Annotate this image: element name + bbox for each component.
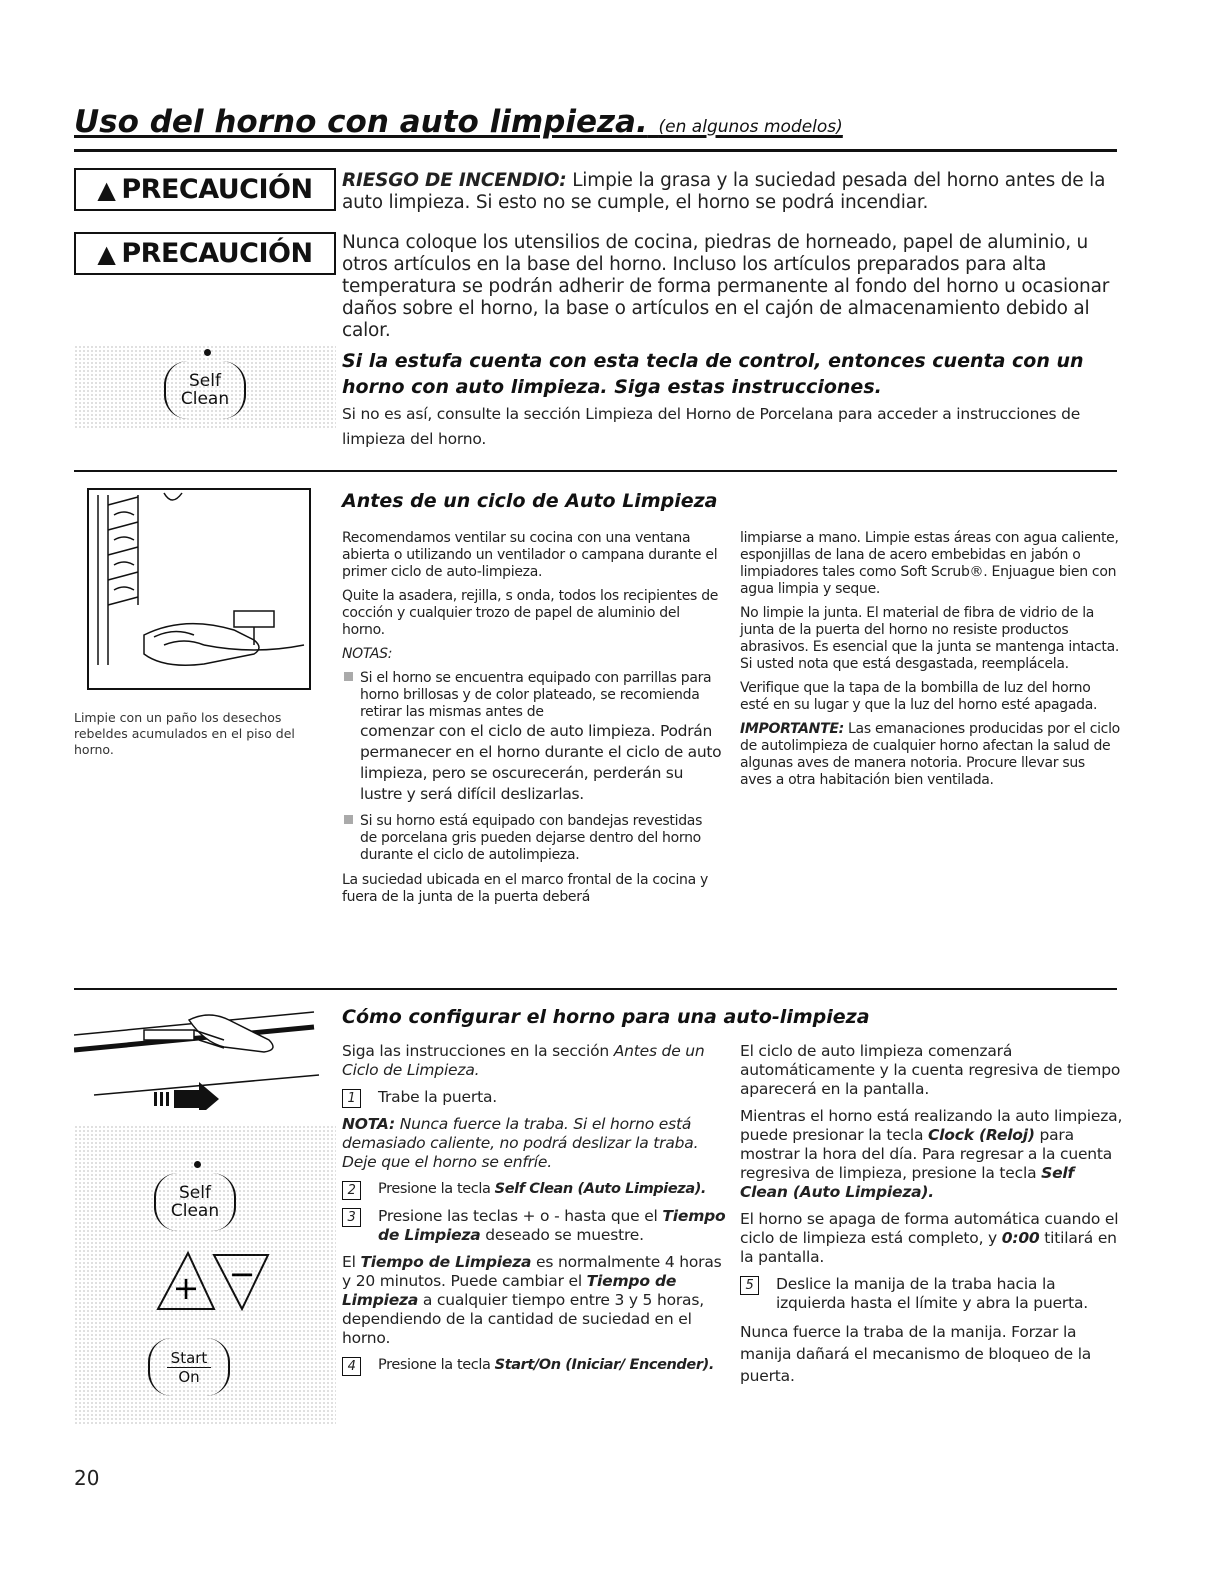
follow-section-ref: Antes de un Ciclo de Limpieza. [342,1042,705,1079]
caution-text-2: Nunca coloque los utensilios de cocina, piedras de horneado, papel de aluminio, u otros artículos en la base del horno. Incluso los artículos preparados para alta temperatura se podrán adherir de forma permanente al fondo del horno u ocasionar daños sobre el horno, la base o artículos en el cajón de almacenamiento debido al calor. [342,232,1110,341]
clean-time-text-c: a cualquier tiempo entre 3 y 5 horas, dependiendo de la cantidad de suciedad en el horno. [342,1291,704,1347]
auto-off-text-a: El horno se apaga de forma automática cuando el ciclo de limpieza está completo, y [740,1210,1119,1247]
plus-key-label: + [172,1269,200,1307]
nota-text: Nunca fuerce la traba. Si el horno está demasiado caliente, no podrá deslizar la traba. Deje que el horno se enfríe. [342,1115,699,1171]
key-label-clean: Clean [170,1201,220,1221]
caution-label-2: PRECAUCIÓN [121,238,313,269]
important-label: IMPORTANTE: [740,721,844,737]
light-cover-paragraph: Verifique que la tapa de la bombilla de luz del horno esté en su lugar y que la luz del horno esté apagada. [740,680,1098,713]
note-1-text-a: Si el horno se encuentra equipado con parrillas para horno brillosas y de color plateado, se recomienda retirar las mismas antes de [360,670,712,720]
caution-text-1 [342,170,1120,214]
section-divider-1 [74,470,1117,472]
section2-heading: Cómo configurar el horno para una auto-limpieza [342,1006,870,1028]
note-1-text-b: comenzar con el ciclo de auto limpieza. Podrán permanecer en el horno durante el ciclo de auto limpieza, pero se oscurecerán, perderán su lustre y será difícil deslizarlas. [360,722,722,803]
key-label-on: On [178,1367,200,1386]
step-5-number: 5 [740,1276,759,1295]
section1-column-2 [740,530,1120,796]
caution-label-1: PRECAUCIÓN [121,174,313,205]
note-bullet-2 [342,813,722,864]
plus-minus-keys [148,1247,278,1317]
section2-column-2 [740,1042,1125,1395]
section1-column-1 [342,530,722,913]
ventilation-paragraph: Recomendamos ventilar su cocina con una ventana abierta o utilizando un ventilador o campana durante el primer ciclo de auto-limpieza. [342,530,718,580]
step-2-key-name: Self Clean (Auto Limpieza). [494,1181,707,1197]
oven-wipe-illustration [84,485,314,695]
step-4-text: Presione la tecla [378,1357,495,1373]
step-4 [342,1356,727,1375]
step-2 [342,1180,727,1199]
self-clean-key [154,1173,236,1231]
indicator-dot-icon [204,349,211,356]
self-clean-key-icon [164,361,246,419]
step-1-number: 1 [342,1089,361,1108]
note-bullet-1 [342,670,722,805]
section-divider-2 [74,988,1117,990]
section1-heading: Antes de un ciclo de Auto Limpieza [342,490,718,512]
clean-time-text-b: es normalmente 4 horas y 20 minutos. Puede cambiar el [342,1253,722,1290]
start-on-key [148,1338,230,1396]
important-paragraph [740,721,1120,789]
follow-instructions-paragraph [342,1042,727,1080]
indicator-dot-icon [194,1161,201,1168]
fire-risk-label: RIESGO DE INCENDIO: [342,170,567,191]
key-label-self: Self [189,371,221,391]
step-1 [342,1088,727,1107]
clock-text-a: Mientras el horno está realizando la auto limpieza, puede presionar la tecla [740,1107,1123,1144]
key-label-start: Start [167,1349,212,1368]
self-clean-key-panel [74,345,336,430]
fire-risk-text: Limpie la grasa y la suciedad pesada del horno antes de la auto limpieza. Si esto no se cumple, el horno se podrá incendiar. [342,170,1106,213]
bullet-square-icon [344,672,353,681]
clean-time-term-1: Tiempo de Limpieza [360,1253,532,1271]
step-4-number: 4 [342,1357,361,1376]
page-title [74,104,843,140]
key-label-clean: Clean [180,389,230,409]
note-paragraph [342,1115,727,1172]
page-title-text: Uso del horno con auto limpieza. [74,104,648,140]
illustration-caption: Limpie con un paño los desechos rebeldes acumulados en el piso del horno. [74,710,295,757]
self-clean-key-name: Self Clean (Auto Limpieza). [740,1164,1075,1201]
step-3-text-a: Presione las teclas + o - hasta que el [378,1207,663,1225]
clock-text-b: para mostrar la hora del día. Para regresar a la cuenta regresiva de limpieza, presione la tecla [740,1126,1113,1182]
step-3-text-b: deseado se muestre. [480,1226,644,1244]
warning-triangle-icon: ▲ [97,239,116,268]
minus-key-label: − [228,1255,256,1293]
step-2-number: 2 [342,1181,361,1200]
zero-time-display: 0:00 [1001,1229,1040,1247]
door-latch-illustration [74,1000,336,1110]
bullet-square-icon [344,815,353,824]
warning-triangle-icon: ▲ [97,175,116,204]
intro-subtext: Si no es así, consulte la sección Limpieza del Horno de Porcelana para acceder a instrucciones de limpieza del horno. [342,405,1081,448]
hand-clean-paragraph: limpiarse a mano. Limpie estas áreas con agua caliente, esponjillas de lana de acero embebidas en jabón o limpiadores tales como Soft Scrub®. Enjuague bien con agua limpia y seque. [740,530,1119,597]
page-number: 20 [74,1466,100,1490]
clean-time-term-2: Tiempo de Limpieza [342,1272,677,1309]
title-rule [74,149,1117,152]
clock-key-name: Clock (Reloj) [928,1126,1035,1144]
step-1-text: Trabe la puerta. [378,1088,497,1106]
intro-lead: Si la estufa cuenta con esta tecla de control, entonces cuenta con un horno con auto limpieza. Siga estas instrucciones. [342,350,1084,398]
clock-paragraph [740,1107,1125,1202]
auto-off-paragraph [740,1210,1125,1267]
section2-column-1 [342,1042,727,1383]
never-force-paragraph: Nunca fuerce la traba de la manija. Forzar la manija dañará el mecanismo de bloqueo de la puerta. [740,1323,1092,1385]
step-3-number: 3 [342,1208,361,1227]
caution-box-1 [74,168,336,211]
nota-label: NOTA: [342,1115,396,1133]
notes-label: NOTAS: [342,646,393,662]
caution-box-2 [74,232,336,275]
key-label-self: Self [179,1183,211,1203]
gasket-paragraph: No limpie la junta. El material de fibra de vidrio de la junta de la puerta del horno no resiste productos abrasivos. Es esencial que la junta se mantenga intacta. Si usted nota que está desgastada, reemplácela. [740,605,1120,672]
step-5 [740,1275,1125,1313]
cycle-start-paragraph: El ciclo de auto limpieza comenzará automáticamente y la cuenta regresiva de tiempo aparecerá en la pantalla. [740,1042,1121,1098]
control-keys-panel [74,1125,336,1425]
remove-items-paragraph: Quite la asadera, rejilla, s onda, todos los recipientes de cocción y cualquier trozo de papel de aluminio del horno. [342,588,719,638]
page-subtitle: (en algunos modelos) [658,117,843,137]
step-4-key-name: Start/On (Iniciar/ Encender). [494,1357,714,1373]
follow-text: Siga las instrucciones en la sección [342,1042,614,1060]
important-text: Las emanaciones producidas por el ciclo de autolimpieza de cualquier horno afectan la salud de algunas aves de manera notoria. Procure llevar sus aves a otra habitación bien ventilada. [740,721,1120,788]
step-3 [342,1207,727,1245]
auto-off-text-b: titilará en la pantalla. [740,1229,1117,1266]
step-2-text: Presione la tecla [378,1181,495,1197]
note-2-text: Si su horno está equipado con bandejas revestidas de porcelana gris pueden dejarse dentro del horno durante el ciclo de autolimpieza. [360,813,703,863]
clean-time-paragraph [342,1253,727,1348]
clean-time-text-a: El [342,1253,361,1271]
step-5-text: Deslice la manija de la traba hacia la izquierda hasta el límite y abra la puerta. [776,1275,1088,1312]
step-3-term: Tiempo de Limpieza [378,1207,726,1244]
frame-soil-paragraph: La suciedad ubicada en el marco frontal de la cocina y fuera de la junta de la puerta deberá [342,872,709,905]
